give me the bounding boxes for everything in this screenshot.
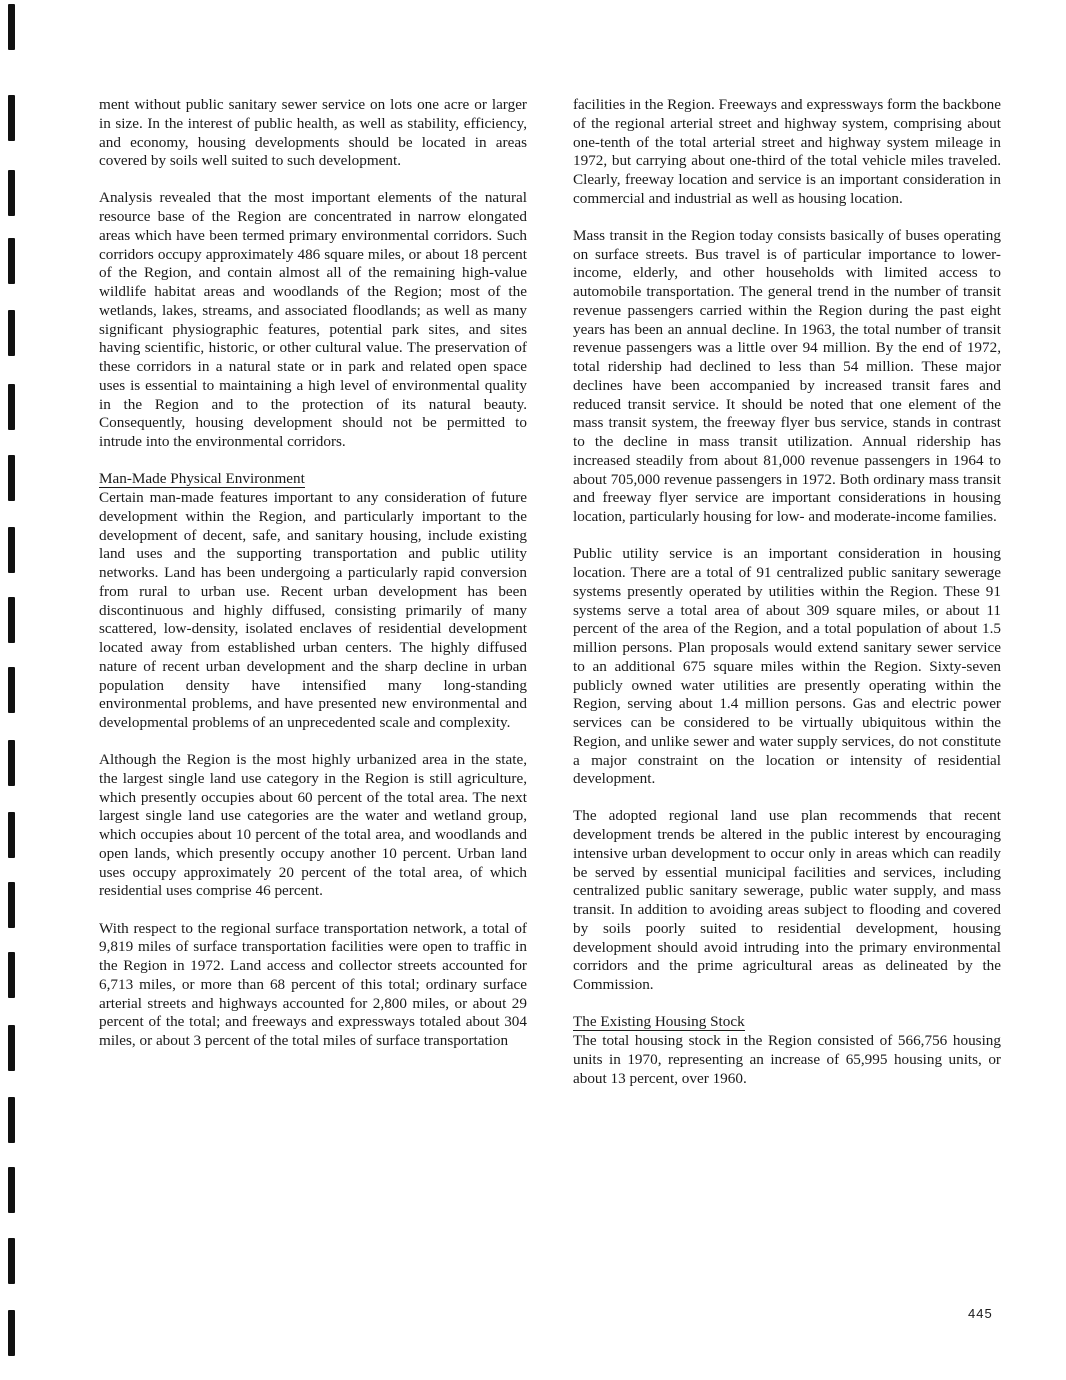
binding-mark [8,527,15,573]
binding-mark [8,952,15,998]
binding-mark [8,4,15,50]
paragraph: Although the Region is the most highly urbanized area in the state, the largest single land use category in the Region is still agriculture, which presently occupies about 60 percent of the total area. The next largest single land use categories are the water and wetland group, which occupies about 10 percent of the total area, and woodlands and open lands, which presently occupy another 10 percent. Urban land uses occupy approximately 20 percent of the total area, of which residential uses comprise 46 percent. [99,751,527,900]
binding-mark [8,238,15,284]
binding-mark [8,667,15,713]
binding-mark [8,1310,15,1356]
section-heading-text: Man-Made Physical Environment [99,470,305,488]
binding-mark [8,384,15,430]
binding-mark [8,882,15,928]
section-heading-man-made-physical-environment [99,470,527,489]
binding-mark [8,1167,15,1213]
binding-mark [8,455,15,501]
binding-mark [8,1025,15,1071]
section-heading-text: The Existing Housing Stock [573,1013,745,1031]
paragraph: Public utility service is an important consideration in housing location. There are a total of 91 centralized public sanitary sewerage systems presently operated by utilities within the Region. These 91 systems serve a total area of about 309 square miles, or about 11 percent of the area of the Region, and a total population of about 1.5 million persons. Plan proposals would extend sanitary sewer service to an additional 675 square miles within the Region. Sixty-seven publicly owned water utilities are presently operating within the Region, serving about 1.4 million persons. Gas and electric power services can be considered to be virtually ubiquitous within the Region, and unlike sewer and water supply services, do not constitute a major constraint on the location or intensity of residential development. [573,545,1001,788]
binding-marks [8,0,18,1380]
paragraph: The adopted regional land use plan recommends that recent development trends be altered in the public interest by encouraging intensive urban development to occur only in areas which can readily be served by essential municipal facilities and services, including centralized public sanitary sewerage, public water supply, and mass transit. In addition to avoiding areas subject to flooding and covered by soils poorly suited to residential development, housing development should avoid intruding into the primary environmental corridors and the prime agricultural areas as delineated by the Commission. [573,807,1001,994]
paragraph: Certain man-made features important to any consideration of future development within the Region, and particularly important to the development of decent, safe, and sanitary housing, include existing land uses and the supporting transportation and public utility networks. Land has been undergoing a particularly rapid conversion from rural to urban use. Recent urban development has been discontinuous and highly diffused, consisting primarily of many scattered, low-density, isolated enclaves of residential development located away from established urban centers. The highly diffused nature of recent urban development and the sharp decline in urban population density have intensified many long-standing environmental problems, and have presented new environmental and developmental problems of an unprecedented scale and complexity. [99,489,527,732]
binding-mark [8,812,15,858]
paragraph: The total housing stock in the Region consisted of 566,756 housing units in 1970, representing an increase of 65,995 housing units, or about 13 percent, over 1960. [573,1032,1001,1087]
section-heading-existing-housing-stock [573,1013,1001,1032]
paragraph: Mass transit in the Region today consists basically of buses operating on surface streets. Bus travel is of particular importance to lower-income, elderly, and other households with limited access to automobile transportation. The general trend in the number of transit revenue passengers carried within the Region during the past eight years has been an annual decline. In 1963, the total number of transit revenue passengers was a little over 94 million. By the end of 1972, total ridership had declined to less than 54 million. These major declines have been accompanied by increased transit fares and reduced transit service. It should be noted that one element of the mass transit system, the freeway flyer bus service, stands in contrast to the decline in mass transit utilization. Annual ridership has increased steadily from about 81,000 revenue passengers in 1964 to about 705,000 revenue passengers in 1972. Both ordinary mass transit and freeway flyer service are important considerations in housing location, particularly housing for low- and moderate-income families. [573,226,1001,526]
paragraph: Analysis revealed that the most important elements of the natural resource base of the Region are concentrated in narrow elongated areas which have been termed primary environmental corridors. Such corridors occupy approximately 486 square miles, or about 18 percent of the Region, and contain almost all of the remaining high-value wildlife habitat areas and woodlands of the Region; most of the wetlands, lakes, streams, and associated floodlands; as well as many significant physiographic features, potential park sites, and sites having scientific, historic, or other cultural value. The preservation of these corridors in a natural state or in park and related open space uses is essential to maintaining a high level of environmental quality in the Region and to the protection of its natural beauty. Consequently, housing development should not be permitted to intrude into the environmental corridors. [99,189,527,451]
left-column [99,96,527,1069]
binding-mark [8,170,15,216]
binding-mark [8,310,15,356]
binding-mark [8,95,15,141]
paragraph: facilities in the Region. Freeways and expressways form the backbone of the regional arterial street and highway system, comprising about one-tenth of the total arterial street and highway system mileage in 1972, but carrying about one-third of the total vehicle miles traveled. Clearly, freeway location and service is an important consideration in commercial and industrial as well as housing location. [573,96,1001,207]
binding-mark [8,1097,15,1143]
binding-mark [8,1238,15,1284]
right-column [573,96,1001,1107]
page-number: 445 [968,1306,993,1321]
binding-mark [8,597,15,643]
paragraph: With respect to the regional surface transportation network, a total of 9,819 miles of surface transportation facilities were open to traffic in the Region in 1972. Land access and collector streets accounted for 6,713 miles, or more than 68 percent of this total; ordinary surface arterial streets and highways accounted for 2,800 miles, or about 29 percent of the total; and freeways and expressways totaled about 304 miles, or about 3 percent of the total miles of surface transportation [99,919,527,1050]
binding-mark [8,740,15,786]
paragraph: ment without public sanitary sewer service on lots one acre or larger in size. In the interest of public health, as well as stability, efficiency, and economy, housing developments should be located in areas covered by soils well suited to such development. [99,96,527,170]
